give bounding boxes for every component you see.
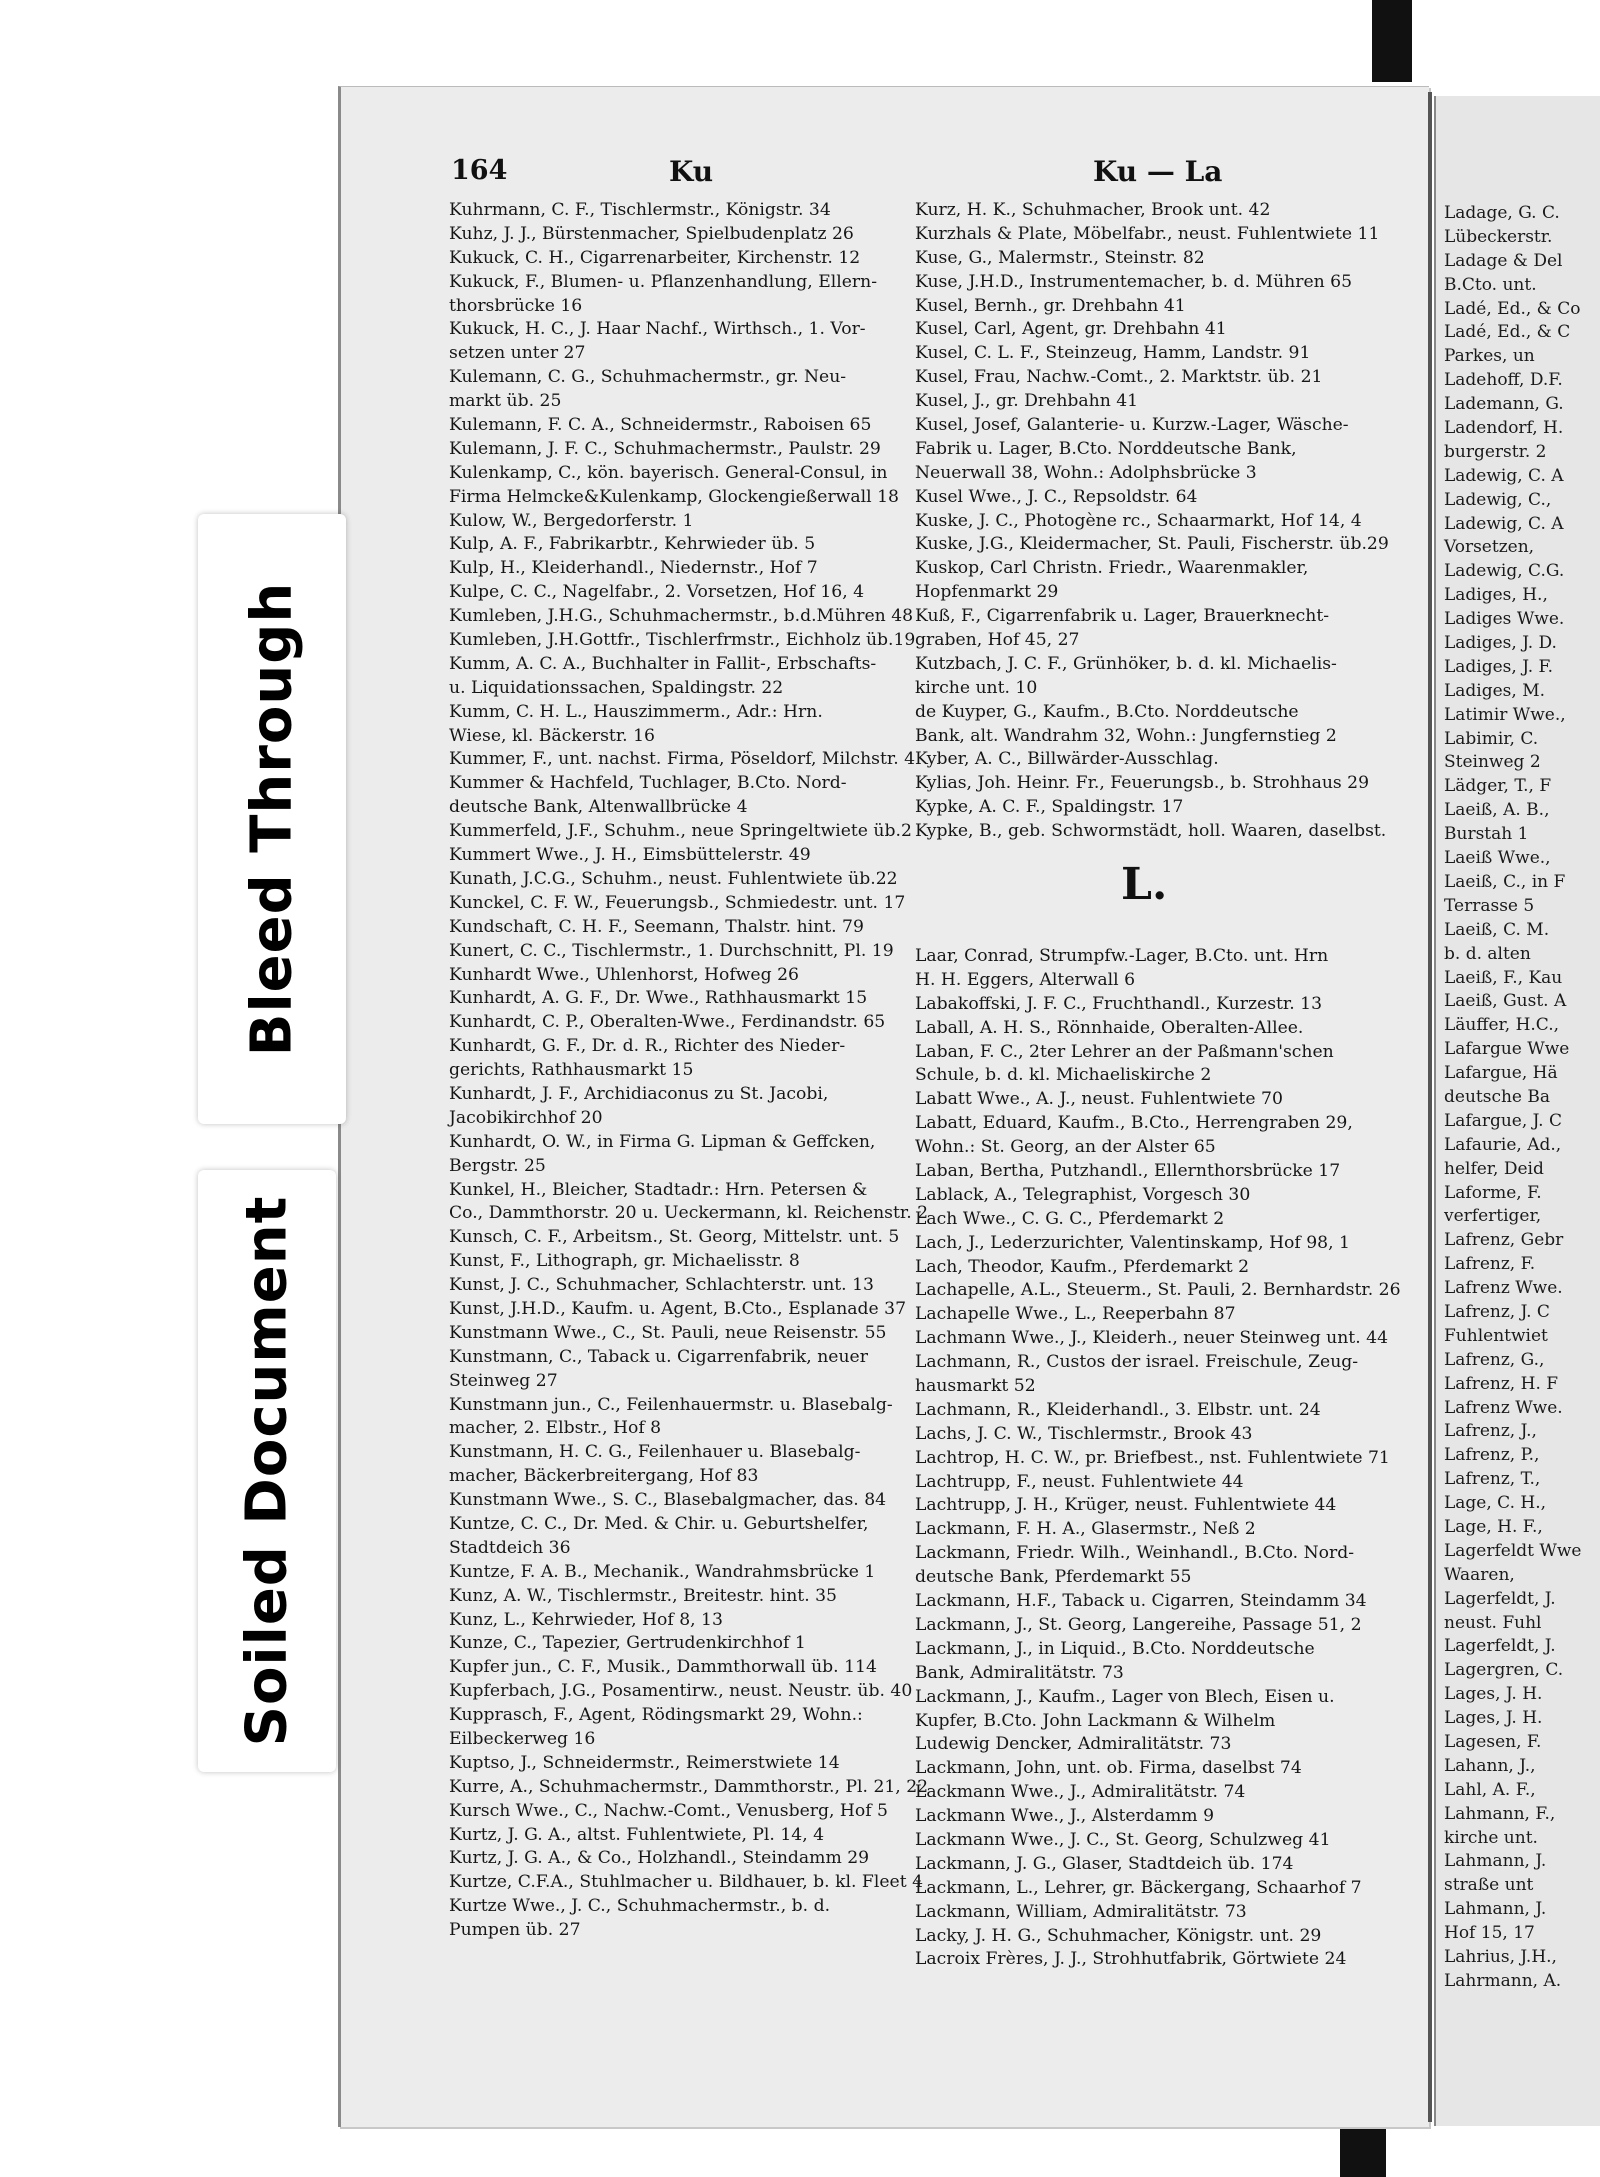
directory-entry-line: Kunkel, H., Bleicher, Stadtadr.: Hrn. Petersen & <box>449 1179 868 1200</box>
running-head-left: Ku <box>669 155 714 188</box>
directory-entry-line: Kupprasch, F., Agent, Rödingsmarkt 29, Wohn.: <box>449 1705 863 1726</box>
next-page-entry-line: Lagergren, C. <box>1444 1660 1564 1681</box>
directory-entry-line: Ludewig Dencker, Admiralitätstr. 73 <box>915 1734 1232 1755</box>
next-page-entry-line: Lademann, G. <box>1444 394 1564 415</box>
directory-entry-line: Kusel Wwe., J. C., Repsoldstr. 64 <box>915 486 1198 507</box>
right-column-top <box>915 199 1415 844</box>
next-page-entry-line: Parkes, un <box>1444 346 1535 367</box>
next-page-entry-line: helfer, Deid <box>1444 1158 1544 1179</box>
directory-entry-line: macher, Bäckerbreitergang, Hof 83 <box>449 1466 759 1487</box>
directory-entry-line: Kuskop, Carl Christn. Friedr., Waarenmakler, <box>915 558 1309 579</box>
directory-page <box>338 86 1429 2127</box>
directory-entry-line: Lachmann, R., Custos der israel. Freischule, Zeug- <box>915 1352 1359 1373</box>
directory-entry-line: Kusel, C. L. F., Steinzeug, Hamm, Landstr. 91 <box>915 343 1311 364</box>
directory-entry-line: Lackmann Wwe., J., Admiralitätstr. 74 <box>915 1782 1246 1803</box>
directory-entry-line: Labatt, Eduard, Kaufm., B.Cto., Herrengraben 29, <box>915 1113 1353 1134</box>
directory-entry-line: Kunze, C., Tapezier, Gertrudenkirchhof 1 <box>449 1633 806 1654</box>
directory-entry-line: Kuhrmann, C. F., Tischlermstr., Königstr. 34 <box>449 200 831 220</box>
next-page-entry-line: Lübeckerstr. <box>1444 226 1553 247</box>
directory-entry-line: Kunhardt, C. P., Oberalten-Wwe., Ferdinandstr. 65 <box>449 1012 886 1033</box>
next-page-entry-line: Ladewig, C., <box>1444 489 1552 510</box>
soiled-document-text: Soiled Document <box>234 1195 300 1747</box>
directory-entry-line: Kukuck, F., Blumen- u. Pflanzenhandlung, Ellern- <box>449 271 878 292</box>
soiled-document-label <box>198 1170 336 1772</box>
directory-entry-line: Lackmann, J., Kaufm., Lager von Blech, Eisen u. <box>915 1686 1335 1707</box>
next-page-entry-line: Lafrenz Wwe. <box>1444 1278 1563 1299</box>
directory-entry-line: Kuske, J.G., Kleidermacher, St. Pauli, Fischerstr. üb.29 <box>915 534 1389 555</box>
directory-entry-line: Lach, J., Lederzurichter, Valentinskamp, Hof 98, 1 <box>915 1232 1350 1253</box>
black-tab-strip-top <box>1372 0 1412 82</box>
directory-entry-line: Lachtrupp, F., neust. Fuhlentwiete 44 <box>915 1471 1244 1492</box>
directory-entry-line: Kunhardt, G. F., Dr. d. R., Richter des Nieder- <box>449 1036 846 1057</box>
next-page-entry-line: straße unt <box>1444 1875 1534 1896</box>
next-page-entry-line: Lahl, A. F., <box>1444 1779 1536 1800</box>
next-page-entry-line: Lafrenz, Gebr <box>1444 1230 1564 1251</box>
directory-entry-line: Kunstmann Wwe., S. C., Blasebalgmacher, das. 84 <box>449 1490 887 1511</box>
next-page-entry-line: Ladiges, M. <box>1444 680 1546 701</box>
next-page-entry-line: Ladé, Ed., & Co <box>1444 298 1581 319</box>
directory-entry-line: Kummert Wwe., J. H., Eimsbüttelerstr. 49 <box>449 845 811 866</box>
directory-entry-line: Eilbeckerweg 16 <box>449 1729 596 1749</box>
directory-entry-line: Kulow, W., Bergedorferstr. 1 <box>449 510 694 531</box>
directory-entry-line: Kunst, J.H.D., Kaufm. u. Agent, B.Cto., Esplanade 37 <box>449 1298 907 1319</box>
next-page-entry-line: Ladé, Ed., & C <box>1444 322 1571 343</box>
page-gutter <box>1428 92 1432 2122</box>
directory-entry-line: Lach, Theodor, Kaufm., Pferdemarkt 2 <box>915 1256 1250 1277</box>
directory-entry-line: markt üb. 25 <box>449 391 562 412</box>
directory-entry-line: Kuske, J. C., Photogène rc., Schaarmarkt, Hof 14, 4 <box>915 510 1362 531</box>
directory-entry-line: Kypke, A. C. F., Spaldingstr. 17 <box>915 797 1184 818</box>
directory-entry-line: Lackmann, Friedr. Wilh., Weinhandl., B.Cto. Nord- <box>915 1543 1355 1564</box>
next-page-entry-line: verfertiger, <box>1444 1206 1542 1227</box>
directory-entry-line: kirche unt. 10 <box>915 677 1038 698</box>
directory-entry-line: Kusel, J., gr. Drehbahn 41 <box>915 391 1139 412</box>
directory-entry-line: Laban, F. C., 2ter Lehrer an der Paßmann'schen <box>915 1041 1334 1062</box>
directory-entry-line: Kurtze Wwe., J. C., Schuhmachermstr., b. d. <box>449 1896 831 1917</box>
directory-entry-line: Kusel, Bernh., gr. Drehbahn 41 <box>915 295 1186 316</box>
directory-entry-line: Kuntze, F. A. B., Mechanik., Wandrahmsbrücke 1 <box>449 1561 876 1582</box>
directory-entry-line: Kursch Wwe., C., Nachw.-Comt., Venusberg, Hof 5 <box>449 1800 888 1821</box>
directory-entry-line: Kupfer, B.Cto. John Lackmann & Wilhelm <box>915 1710 1276 1731</box>
bleed-through-text: Bleed Through <box>239 581 305 1057</box>
section-letter: L. <box>1121 859 1168 910</box>
next-page-entry-line: Hof 15, 17 <box>1444 1923 1535 1944</box>
next-page-entry-line: Lagerfeldt Wwe <box>1444 1540 1582 1561</box>
next-page-entry-line: Laeiß, C., in F <box>1444 871 1566 892</box>
next-page-entry-line: Lage, H. F., <box>1444 1516 1543 1537</box>
next-page-entry-line: Laeiß Wwe., <box>1444 848 1551 869</box>
next-page-entry-line: Ladendorf, H. <box>1444 418 1564 439</box>
directory-entry-line: deutsche Bank, Altenwallbrücke 4 <box>449 797 748 818</box>
directory-entry-line: Kuhz, J. J., Bürstenmacher, Spielbudenplatz 26 <box>449 223 854 244</box>
next-page-entry-line: Ladewig, C. A <box>1444 465 1564 486</box>
directory-entry-line: Kunst, F., Lithograph, gr. Michaelisstr. 8 <box>449 1251 800 1272</box>
directory-entry-line: Kulemann, C. G., Schuhmachermstr., gr. Neu- <box>449 367 847 388</box>
directory-entry-line: Lackmann, J., St. Georg, Langereihe, Passage 51, 2 <box>915 1614 1362 1635</box>
directory-entry-line: Kulp, H., Kleiderhandl., Niedernstr., Hof 7 <box>449 558 818 579</box>
next-page-entry-line: Labimir, C. <box>1444 728 1539 749</box>
directory-entry-line: Kurtz, J. G. A., altst. Fuhlentwiete, Pl. 14, 4 <box>449 1824 825 1845</box>
next-page-entry-line: Lagesen, F. <box>1444 1732 1542 1752</box>
next-page-column <box>1444 202 1582 1994</box>
directory-entry-line: Kyber, A. C., Billwärder-Ausschlag. <box>915 749 1219 770</box>
directory-entry-line: Bank, alt. Wandrahm 32, Wohn.: Jungfernstieg 2 <box>915 725 1337 746</box>
next-page-entry-line: neust. Fuhl <box>1444 1612 1542 1633</box>
next-page-entry-line: Lagerfeldt, J. <box>1444 1588 1556 1609</box>
directory-entry-line: Lachs, J. C. W., Tischlermstr., Brook 43 <box>915 1423 1253 1444</box>
directory-entry-line: Kunath, J.C.G., Schuhm., neust. Fuhlentwiete üb.22 <box>449 868 898 889</box>
directory-entry-line: Lach Wwe., C. G. C., Pferdemarkt 2 <box>915 1208 1225 1229</box>
next-page-entry-line: Ladehoff, D.F. <box>1444 370 1563 391</box>
next-page-entry-line: Ladiges Wwe. <box>1444 609 1565 630</box>
next-page-entry-line: Waaren, <box>1444 1564 1515 1585</box>
next-page-entry-line: Ladage & Del <box>1444 250 1563 271</box>
directory-entry-line: Kukuck, C. H., Cigarrenarbeiter, Kirchenstr. 12 <box>449 247 861 268</box>
directory-entry-line: Kunstmann, C., Taback u. Cigarrenfabrik, neuer <box>449 1346 868 1367</box>
next-page-entry-line: Vorsetzen, <box>1444 537 1535 558</box>
directory-entry-line: Lachtrupp, J. H., Krüger, neust. Fuhlentwiete 44 <box>915 1495 1337 1516</box>
directory-entry-line: Co., Dammthorstr. 20 u. Ueckermann, kl. Reichenstr. 2 <box>449 1203 929 1224</box>
directory-entry-line: Lacroix Frères, J. J., Strohhutfabrik, Görtwiete 24 <box>915 1949 1347 1970</box>
directory-entry-line: Kunhardt, O. W., in Firma G. Lipman & Geffcken, <box>449 1131 876 1152</box>
directory-entry-line: Kuß, F., Cigarrenfabrik u. Lager, Brauerknecht- <box>915 606 1330 627</box>
next-page-entry-line: Lädger, T., F <box>1444 776 1552 797</box>
directory-entry-line: Lackmann Wwe., J., Alsterdamm 9 <box>915 1806 1215 1827</box>
directory-entry-line: Labatt Wwe., A. J., neust. Fuhlentwiete 70 <box>915 1089 1283 1110</box>
next-page-entry-line: Lahrmann, A. <box>1444 1970 1562 1991</box>
directory-entry-line: Kulemann, F. C. A., Schneidermstr., Raboisen 65 <box>449 415 872 436</box>
directory-entry-line: Kurtze, C.F.A., Stuhlmacher u. Bildhauer, b. kl. Fleet 4 <box>449 1872 924 1893</box>
directory-entry-line: setzen unter 27 <box>449 343 586 364</box>
directory-entry-line: Lackmann, L., Lehrer, gr. Bäckergang, Schaarhof 7 <box>915 1877 1362 1898</box>
directory-entry-line: Kurtz, J. G. A., & Co., Holzhandl., Steindamm 29 <box>449 1848 870 1869</box>
directory-entry-line: Kumm, C. H. L., Hauszimmerm., Adr.: Hrn. <box>449 701 823 722</box>
next-page-entry-line: Ladewig, C.G. <box>1444 561 1565 582</box>
next-page-entry-line: Ladage, G. C. <box>1444 203 1560 223</box>
next-page-entry-line: Steinweg 2 <box>1444 752 1541 773</box>
next-page-entry-line: Läuffer, H.C., <box>1444 1015 1560 1036</box>
next-page-entry-line: Lahmann, J. <box>1444 1899 1547 1920</box>
directory-entry-line: Kurzhals & Plate, Möbelfabr., neust. Fuhlentwiete 11 <box>915 223 1380 244</box>
directory-entry-line: Kuntze, C. C., Dr. Med. & Chir. u. Geburtshelfer, <box>449 1513 869 1534</box>
directory-entry-line: Kukuck, H. C., J. Haar Nachf., Wirthsch., 1. Vor- <box>449 319 866 340</box>
directory-entry-line: macher, 2. Elbstr., Hof 8 <box>449 1418 662 1439</box>
directory-entry-line: Kuptso, J., Schneidermstr., Reimerstwiete 14 <box>449 1752 840 1773</box>
next-page-entry-line: Lafrenz, F. <box>1444 1254 1536 1275</box>
directory-entry-line: Kunsch, C. F., Arbeitsm., St. Georg, Mittelstr. unt. 5 <box>449 1227 900 1248</box>
directory-entry-line: Kunhardt Wwe., Uhlenhorst, Hofweg 26 <box>449 964 799 985</box>
directory-entry-line: Lackmann, H.F., Taback u. Cigarren, Steindamm 34 <box>915 1591 1367 1612</box>
directory-entry-line: u. Liquidationssachen, Spaldingstr. 22 <box>449 677 784 698</box>
next-page-entry-line: Fuhlentwiet <box>1444 1325 1548 1346</box>
next-page-entry-line: Lafargue, J. C <box>1444 1110 1562 1131</box>
directory-entry-line: Kylias, Joh. Heinr. Fr., Feuerungsb., b. Strohhaus 29 <box>915 773 1370 794</box>
next-page-entry-line: Latimir Wwe., <box>1444 704 1566 725</box>
directory-entry-line: Bank, Admiralitätstr. 73 <box>915 1662 1124 1683</box>
next-page-entry-line: Lafargue Wwe <box>1444 1039 1570 1060</box>
directory-entry-line: Stadtdeich 36 <box>449 1537 571 1558</box>
directory-entry-line: Kunz, L., Kehrwieder, Hof 8, 13 <box>449 1609 723 1630</box>
left-column <box>449 199 929 1943</box>
directory-entry-line: Kurz, H. K., Schuhmacher, Brook unt. 42 <box>915 200 1271 220</box>
next-page-entry-line: deutsche Ba <box>1444 1086 1551 1107</box>
directory-entry-line: Bergstr. 25 <box>449 1155 546 1176</box>
directory-entry-line: Kundschaft, C. H. F., Seemann, Thalstr. hint. 79 <box>449 916 864 937</box>
next-page-entry-line: Lahann, J., <box>1444 1755 1536 1776</box>
next-page-entry-line: B.Cto. unt. <box>1444 274 1537 295</box>
directory-entry-line: Kunhardt, J. F., Archidiaconus zu St. Jacobi, <box>449 1083 829 1104</box>
next-page-entry-line: Lafrenz, G., <box>1444 1349 1545 1370</box>
next-page-entry-line: Lahmann, F., <box>1444 1803 1556 1824</box>
directory-entry-line: Wiese, kl. Bäckerstr. 16 <box>449 725 655 746</box>
directory-entry-line: Kulenkamp, C., kön. bayerisch. General-Consul, in <box>449 462 888 483</box>
right-column-bottom <box>915 945 1415 1972</box>
next-page-entry-line: kirche unt. <box>1444 1827 1538 1848</box>
next-page-entry-line: Lafaurie, Ad., <box>1444 1134 1562 1155</box>
directory-entry-line: Kunckel, C. F. W., Feuerungsb., Schmiedestr. unt. 17 <box>449 892 906 913</box>
next-page-entry-line: Lages, J. H. <box>1444 1684 1543 1705</box>
directory-entry-line: Kummerfeld, J.F., Schuhm., neue Springeltwiete üb.2 <box>449 821 912 842</box>
next-page-entry-line: Laeiß, Gust. A <box>1444 991 1567 1012</box>
directory-entry-line: deutsche Bank, Pferdemarkt 55 <box>915 1567 1192 1588</box>
next-page-entry-line: Lafrenz, T., <box>1444 1469 1541 1490</box>
directory-entry-line: Labakoffski, J. F. C., Fruchthandl., Kurzestr. 13 <box>915 993 1323 1014</box>
next-page-entry-line: Ladiges, J. F. <box>1444 656 1554 677</box>
directory-entry-line: Wohn.: St. Georg, an der Alster 65 <box>915 1137 1216 1158</box>
directory-entry-line: Laban, Bertha, Putzhandl., Ellernthorsbrücke 17 <box>915 1161 1341 1182</box>
directory-entry-line: de Kuyper, G., Kaufm., B.Cto. Norddeutsche <box>915 701 1299 722</box>
directory-entry-line: Steinweg 27 <box>449 1370 558 1391</box>
directory-entry-line: Lackmann Wwe., J. C., St. Georg, Schulzweg 41 <box>915 1829 1331 1850</box>
next-page-fragment <box>1434 96 1600 2126</box>
directory-entry-line: Kunhardt, A. G. F., Dr. Wwe., Rathhausmarkt 15 <box>449 988 868 1009</box>
directory-entry-line: Kunstmann, H. C. G., Feilenhauer u. Blasebalg- <box>449 1442 861 1463</box>
directory-entry-line: Lachmann, R., Kleiderhandl., 3. Elbstr. unt. 24 <box>915 1399 1321 1420</box>
directory-entry-line: Kunstmann Wwe., C., St. Pauli, neue Reisenstr. 55 <box>449 1322 887 1343</box>
directory-entry-line: Schule, b. d. kl. Michaeliskirche 2 <box>915 1065 1212 1086</box>
bleed-through-label <box>198 514 346 1124</box>
directory-entry-line: Jacobikirchhof 20 <box>449 1107 603 1128</box>
next-page-entry-line: Laeiß, C. M. <box>1444 919 1550 940</box>
next-page-entry-line: Lafrenz Wwe. <box>1444 1397 1563 1418</box>
next-page-entry-line: Laforme, F. <box>1444 1182 1542 1203</box>
directory-entry-line: Lachapelle Wwe., L., Reeperbahn 87 <box>915 1304 1236 1325</box>
directory-entry-line: Kumm, A. C. A., Buchhalter in Fallit-, Erbschafts- <box>449 653 877 674</box>
directory-entry-line: Kuse, J.H.D., Instrumentemacher, b. d. Mühren 65 <box>915 271 1353 292</box>
running-head-right: Ku — La <box>1093 155 1223 188</box>
next-page-entry-line: Ladiges, J. D. <box>1444 633 1557 654</box>
directory-entry-line: Kumleben, J.H.Gottfr., Tischlerfrmstr., Eichholz üb.19 <box>449 630 916 651</box>
next-page-entry-line: Terrasse 5 <box>1444 895 1535 916</box>
next-page-entry-line: Lafrenz, H. F <box>1444 1373 1559 1394</box>
directory-entry-line: Kusel, Frau, Nachw.-Comt., 2. Marktstr. üb. 21 <box>915 367 1323 388</box>
next-page-entry-line: burgerstr. 2 <box>1444 441 1547 462</box>
directory-entry-line: Neuerwall 38, Wohn.: Adolphsbrücke 3 <box>915 462 1257 483</box>
directory-entry-line: graben, Hof 45, 27 <box>915 630 1080 651</box>
directory-entry-line: Kusel, Josef, Galanterie- u. Kurzw.-Lager, Wäsche- <box>915 415 1349 436</box>
directory-entry-line: Kunstmann jun., C., Feilenhauermstr. u. Blasebalg- <box>449 1394 893 1415</box>
next-page-entry-line: Ladiges, H., <box>1444 585 1548 606</box>
next-page-entry-line: Burstah 1 <box>1444 824 1529 845</box>
next-page-entry-line: Lahmann, J. <box>1444 1851 1547 1872</box>
directory-entry-line: Kunert, C. C., Tischlermstr., 1. Durchschnitt, Pl. 19 <box>449 940 894 961</box>
next-page-entry-line: Lagerfeldt, J. <box>1444 1636 1556 1657</box>
directory-entry-line: Lackmann, William, Admiralitätstr. 73 <box>915 1901 1247 1922</box>
directory-entry-line: Kupfer jun., C. F., Musik., Dammthorwall üb. 114 <box>449 1657 877 1678</box>
directory-entry-line: Laball, A. H. S., Rönnhaide, Oberalten-Allee. <box>915 1017 1304 1038</box>
directory-entry-line: Lackmann, F. H. A., Glasermstr., Neß 2 <box>915 1519 1256 1540</box>
directory-entry-line: Kummer, F., unt. nachst. Firma, Pöseldorf, Milchstr. 4 <box>449 749 916 770</box>
directory-entry-line: Hopfenmarkt 29 <box>915 582 1059 603</box>
next-page-entry-line: Lafrenz, J. C <box>1444 1301 1550 1322</box>
next-page-entry-line: Lages, J. H. <box>1444 1708 1543 1729</box>
directory-entry-line: Lacky, J. H. G., Schuhmacher, Königstr. unt. 29 <box>915 1925 1322 1946</box>
directory-entry-line: Kupferbach, J.G., Posamentirw., neust. Neustr. üb. 40 <box>449 1681 913 1702</box>
directory-entry-line: Kumleben, J.H.G., Schuhmachermstr., b.d.Mühren 48 <box>449 606 914 627</box>
directory-entry-line: Kulp, A. F., Fabrikarbtr., Kehrwieder üb. 5 <box>449 534 816 555</box>
directory-entry-line: Kulpe, C. C., Nagelfabr., 2. Vorsetzen, Hof 16, 4 <box>449 582 865 603</box>
directory-entry-line: Kuse, G., Malermstr., Steinstr. 82 <box>915 247 1205 268</box>
directory-entry-line: Kutzbach, J. C. F., Grünhöker, b. d. kl. Michaelis- <box>915 653 1337 674</box>
directory-entry-line: Lackmann, John, unt. ob. Firma, daselbst 74 <box>915 1758 1302 1779</box>
next-page-entry-line: Lage, C. H., <box>1444 1493 1547 1514</box>
directory-entry-line: Lachtrop, H. C. W., pr. Briefbest., nst. Fuhlentwiete 71 <box>915 1447 1390 1468</box>
directory-entry-line: Kusel, Carl, Agent, gr. Drehbahn 41 <box>915 319 1227 340</box>
directory-entry-line: thorsbrücke 16 <box>449 295 583 316</box>
next-page-entry-line: Lafrenz, P., <box>1444 1445 1540 1466</box>
directory-entry-line: hausmarkt 52 <box>915 1376 1036 1397</box>
directory-entry-line: Kunz, A. W., Tischlermstr., Breitestr. hint. 35 <box>449 1585 837 1606</box>
next-page-entry-line: Laeiß, F., Kau <box>1444 967 1563 988</box>
next-page-entry-line: Lafargue, Hä <box>1444 1063 1558 1084</box>
directory-entry-line: Lackmann, J. G., Glaser, Stadtdeich üb. 174 <box>915 1853 1294 1874</box>
directory-entry-line: Lachapelle, A.L., Steuerm., St. Pauli, 2. Bernhardstr. 26 <box>915 1280 1401 1301</box>
directory-entry-line: Kunst, J. C., Schuhmacher, Schlachterstr. unt. 13 <box>449 1275 874 1296</box>
directory-entry-line: Kypke, B., geb. Schwormstädt, holl. Waaren, daselbst. <box>915 821 1387 842</box>
directory-entry-line: Lablack, A., Telegraphist, Vorgesch 30 <box>915 1184 1251 1205</box>
next-page-entry-line: Lahrius, J.H., <box>1444 1947 1557 1968</box>
directory-entry-line: Pumpen üb. 27 <box>449 1920 581 1941</box>
directory-entry-line: Laar, Conrad, Strumpfw.-Lager, B.Cto. unt. Hrn <box>915 946 1329 966</box>
directory-entry-line: H. H. Eggers, Alterwall 6 <box>915 969 1136 990</box>
directory-entry-line: Kulemann, J. F. C., Schuhmachermstr., Paulstr. 29 <box>449 438 881 459</box>
directory-entry-line: Kurre, A., Schuhmachermstr., Dammthorstr., Pl. 21, 22 <box>449 1776 929 1797</box>
directory-entry-line: Fabrik u. Lager, B.Cto. Norddeutsche Bank, <box>915 438 1297 459</box>
directory-entry-line: Lackmann, J., in Liquid., B.Cto. Norddeutsche <box>915 1638 1315 1659</box>
next-page-entry-line: Ladewig, C. A <box>1444 513 1564 534</box>
next-page-entry-line: Lafrenz, J., <box>1444 1421 1537 1442</box>
page-number: 164 <box>451 155 508 186</box>
directory-entry-line: gerichts, Rathhausmarkt 15 <box>449 1060 694 1081</box>
directory-entry-line: Lachmann Wwe., J., Kleiderh., neuer Steinweg unt. 44 <box>915 1328 1389 1349</box>
next-page-entry-line: b. d. alten <box>1444 943 1531 964</box>
next-page-entry-line: Laeiß, A. B., <box>1444 800 1550 821</box>
directory-entry-line: Kummer & Hachfeld, Tuchlager, B.Cto. Nord- <box>449 773 847 794</box>
directory-entry-line: Firma Helmcke&Kulenkamp, Glockengießerwall 18 <box>449 486 899 507</box>
